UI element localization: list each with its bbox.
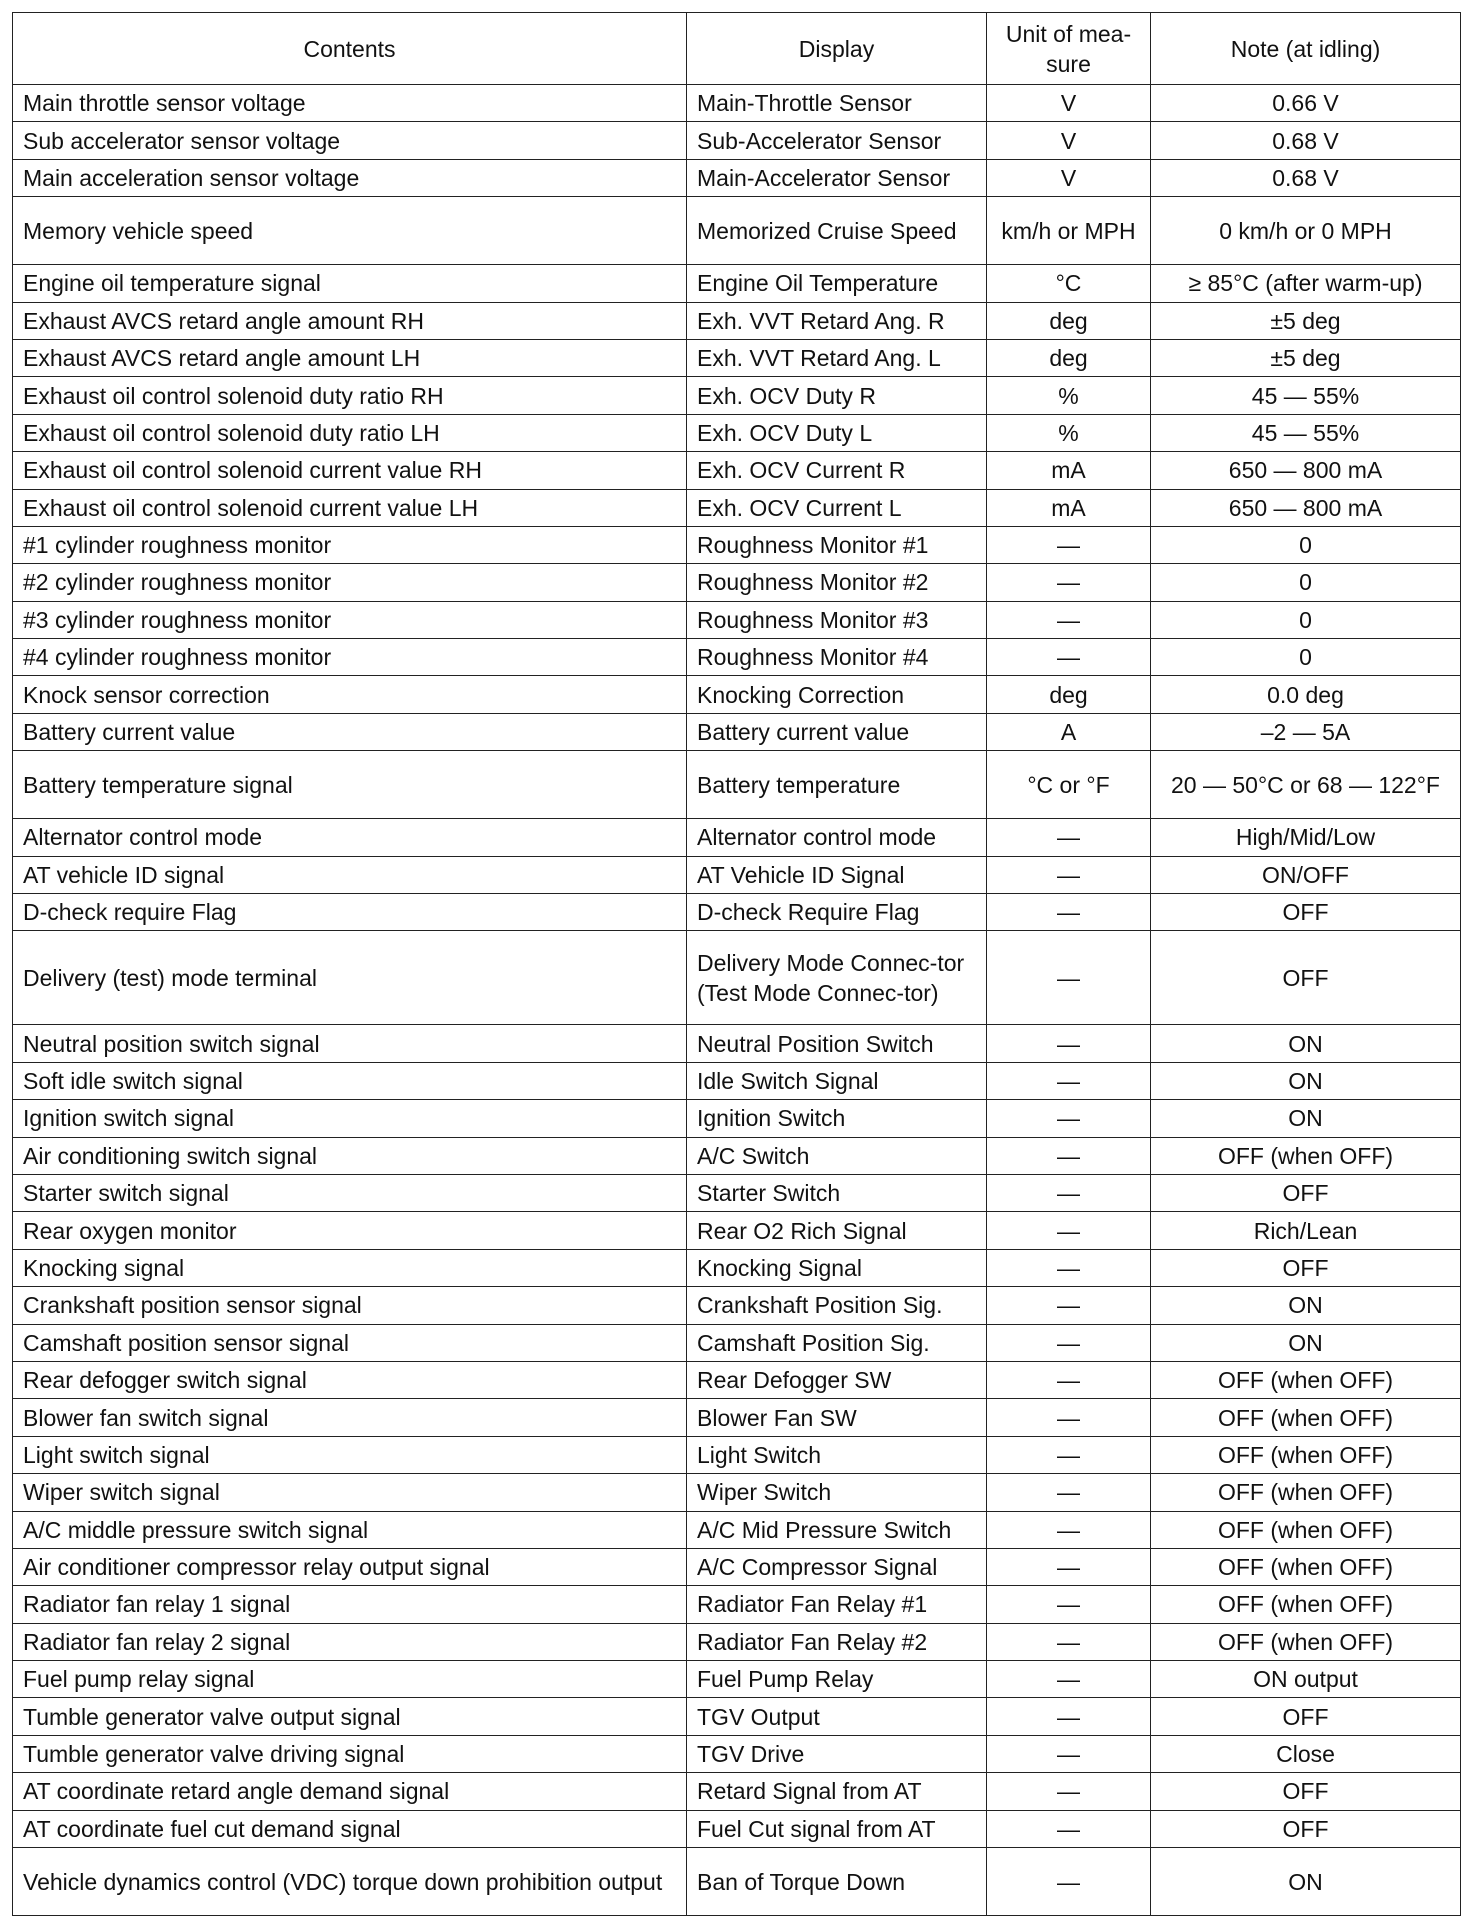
table-row [13,1137,1461,1174]
cell-unit: — [987,1212,1151,1249]
cell-contents: #1 cylinder roughness monitor [13,526,687,563]
cell-note: 45 — 55% [1151,414,1461,451]
table-row [13,85,1461,122]
cell-note: 0 [1151,564,1461,601]
cell-unit: — [987,1174,1151,1211]
table-row [13,1287,1461,1324]
cell-display: A/C Mid Pressure Switch [687,1511,987,1548]
cell-display: Rear Defogger SW [687,1361,987,1398]
cell-unit: deg [987,302,1151,339]
table-row [13,1436,1461,1473]
cell-display: Memorized Cruise Speed [687,197,987,265]
cell-display: Knocking Correction [687,676,987,713]
cell-display: Alternator control mode [687,819,987,856]
cell-contents: Crankshaft position sensor signal [13,1287,687,1324]
cell-unit: — [987,1848,1151,1916]
cell-contents: Vehicle dynamics control (VDC) torque down prohibition output [13,1848,687,1916]
cell-contents: A/C middle pressure switch signal [13,1511,687,1548]
table-row [13,159,1461,196]
cell-display: Radiator Fan Relay #1 [687,1586,987,1623]
document-page [12,12,1461,1916]
header-note: Note (at idling) [1151,13,1461,85]
cell-display: Retard Signal from AT [687,1773,987,1810]
table-row [13,751,1461,819]
cell-note: High/Mid/Low [1151,819,1461,856]
table-row [13,931,1461,1025]
cell-note: ON [1151,1848,1461,1916]
cell-contents: #3 cylinder roughness monitor [13,601,687,638]
cell-note: ON [1151,1324,1461,1361]
table-row [13,1174,1461,1211]
cell-contents: Exhaust AVCS retard angle amount LH [13,339,687,376]
cell-contents: Engine oil temperature signal [13,265,687,302]
table-row [13,1848,1461,1916]
cell-unit: V [987,122,1151,159]
cell-display: Crankshaft Position Sig. [687,1287,987,1324]
cell-display: Engine Oil Temperature [687,265,987,302]
table-row [13,1511,1461,1548]
cell-note: 650 — 800 mA [1151,489,1461,526]
cell-unit: °C [987,265,1151,302]
header-contents: Contents [13,13,687,85]
cell-unit: — [987,856,1151,893]
cell-contents: Knocking signal [13,1249,687,1286]
cell-contents: Neutral position switch signal [13,1025,687,1062]
table-row [13,1212,1461,1249]
cell-contents: Exhaust oil control solenoid duty ratio RH [13,377,687,414]
cell-contents: Fuel pump relay signal [13,1661,687,1698]
table-row [13,122,1461,159]
cell-contents: Main throttle sensor voltage [13,85,687,122]
cell-display: Sub-Accelerator Sensor [687,122,987,159]
cell-display: Starter Switch [687,1174,987,1211]
cell-unit: — [987,1436,1151,1473]
cell-note: 0 [1151,601,1461,638]
cell-contents: Wiper switch signal [13,1474,687,1511]
table-row [13,1810,1461,1847]
cell-display: Roughness Monitor #4 [687,639,987,676]
cell-note: ON/OFF [1151,856,1461,893]
table-row [13,856,1461,893]
cell-display: Exh. OCV Duty L [687,414,987,451]
cell-display: Battery temperature [687,751,987,819]
cell-note: OFF [1151,1773,1461,1810]
cell-display: Light Switch [687,1436,987,1473]
table-row [13,302,1461,339]
cell-unit: — [987,1399,1151,1436]
table-row [13,197,1461,265]
table-row [13,1773,1461,1810]
header-display: Display [687,13,987,85]
cell-note: 0 [1151,639,1461,676]
cell-note: OFF [1151,1698,1461,1735]
cell-unit: — [987,1137,1151,1174]
cell-contents: Exhaust oil control solenoid current value LH [13,489,687,526]
cell-display: Exh. OCV Current R [687,452,987,489]
cell-unit: — [987,1249,1151,1286]
cell-contents: Soft idle switch signal [13,1062,687,1099]
cell-note: 0 [1151,526,1461,563]
cell-display: Fuel Pump Relay [687,1661,987,1698]
cell-note: ON [1151,1100,1461,1137]
table-row [13,819,1461,856]
cell-contents: Exhaust oil control solenoid duty ratio LH [13,414,687,451]
table-row [13,639,1461,676]
table-row [13,1100,1461,1137]
cell-display: Ignition Switch [687,1100,987,1137]
cell-display: Fuel Cut signal from AT [687,1810,987,1847]
cell-contents: Radiator fan relay 1 signal [13,1586,687,1623]
table-row [13,894,1461,931]
table-row [13,339,1461,376]
cell-note: ±5 deg [1151,302,1461,339]
cell-note: ON output [1151,1661,1461,1698]
cell-note: ≥ 85°C (after warm-up) [1151,265,1461,302]
cell-note: OFF [1151,1174,1461,1211]
cell-unit: — [987,894,1151,931]
cell-display: Wiper Switch [687,1474,987,1511]
cell-display: Delivery Mode Connec-tor (Test Mode Connec-tor) [687,931,987,1025]
table-row [13,1661,1461,1698]
table-row [13,1735,1461,1772]
cell-unit: — [987,1735,1151,1772]
cell-note: OFF [1151,894,1461,931]
cell-unit: — [987,1511,1151,1548]
cell-unit: deg [987,676,1151,713]
table-row [13,1361,1461,1398]
cell-contents: AT coordinate fuel cut demand signal [13,1810,687,1847]
cell-contents: Light switch signal [13,1436,687,1473]
cell-contents: Battery current value [13,713,687,750]
cell-contents: Exhaust AVCS retard angle amount RH [13,302,687,339]
cell-display: Exh. VVT Retard Ang. L [687,339,987,376]
cell-note: OFF (when OFF) [1151,1623,1461,1660]
cell-display: TGV Output [687,1698,987,1735]
cell-unit: A [987,713,1151,750]
cell-unit: — [987,1474,1151,1511]
cell-note: 20 — 50°C or 68 — 122°F [1151,751,1461,819]
data-monitor-table [12,12,1461,1916]
cell-contents: D-check require Flag [13,894,687,931]
cell-display: D-check Require Flag [687,894,987,931]
cell-unit: — [987,601,1151,638]
cell-contents: Sub accelerator sensor voltage [13,122,687,159]
cell-note: OFF (when OFF) [1151,1474,1461,1511]
cell-display: Roughness Monitor #1 [687,526,987,563]
cell-contents: Memory vehicle speed [13,197,687,265]
cell-display: Roughness Monitor #3 [687,601,987,638]
cell-unit: — [987,1062,1151,1099]
cell-contents: AT coordinate retard angle demand signal [13,1773,687,1810]
cell-note: Rich/Lean [1151,1212,1461,1249]
cell-unit: — [987,931,1151,1025]
cell-display: Roughness Monitor #2 [687,564,987,601]
cell-display: Knocking Signal [687,1249,987,1286]
cell-display: Radiator Fan Relay #2 [687,1623,987,1660]
table-row [13,1698,1461,1735]
cell-note: ON [1151,1025,1461,1062]
cell-display: Main-Accelerator Sensor [687,159,987,196]
cell-display: Rear O2 Rich Signal [687,1212,987,1249]
cell-contents: Main acceleration sensor voltage [13,159,687,196]
cell-note: OFF (when OFF) [1151,1137,1461,1174]
cell-unit: — [987,1773,1151,1810]
cell-note: OFF (when OFF) [1151,1511,1461,1548]
cell-contents: Exhaust oil control solenoid current value RH [13,452,687,489]
cell-note: OFF (when OFF) [1151,1586,1461,1623]
cell-note: OFF (when OFF) [1151,1399,1461,1436]
cell-contents: AT vehicle ID signal [13,856,687,893]
cell-display: Neutral Position Switch [687,1025,987,1062]
table-row [13,1062,1461,1099]
cell-contents: Air conditioner compressor relay output signal [13,1548,687,1585]
table-row [13,1249,1461,1286]
cell-note: OFF [1151,1249,1461,1286]
cell-display: Main-Throttle Sensor [687,85,987,122]
cell-contents: Knock sensor correction [13,676,687,713]
cell-unit: km/h or MPH [987,197,1151,265]
table-row [13,564,1461,601]
cell-unit: — [987,819,1151,856]
cell-note: 0.68 V [1151,159,1461,196]
cell-unit: — [987,1324,1151,1361]
cell-display: AT Vehicle ID Signal [687,856,987,893]
cell-contents: Rear defogger switch signal [13,1361,687,1398]
cell-unit: — [987,1025,1151,1062]
cell-display: A/C Compressor Signal [687,1548,987,1585]
cell-contents: Air conditioning switch signal [13,1137,687,1174]
cell-unit: — [987,1586,1151,1623]
table-header-row [13,13,1461,85]
cell-unit: — [987,1810,1151,1847]
cell-contents: Battery temperature signal [13,751,687,819]
table-row [13,377,1461,414]
cell-contents: Rear oxygen monitor [13,1212,687,1249]
cell-unit: deg [987,339,1151,376]
cell-unit: — [987,564,1151,601]
cell-note: Close [1151,1735,1461,1772]
cell-note: –2 — 5A [1151,713,1461,750]
table-row [13,1324,1461,1361]
cell-note: OFF [1151,1810,1461,1847]
cell-note: OFF [1151,931,1461,1025]
cell-display: Ban of Torque Down [687,1848,987,1916]
cell-unit: mA [987,489,1151,526]
cell-unit: % [987,414,1151,451]
cell-display: TGV Drive [687,1735,987,1772]
cell-contents: Ignition switch signal [13,1100,687,1137]
cell-display: Battery current value [687,713,987,750]
table-body [13,85,1461,1916]
table-row [13,1586,1461,1623]
header-unit: Unit of mea-sure [987,13,1151,85]
table-row [13,1399,1461,1436]
table-row [13,265,1461,302]
cell-note: 0.66 V [1151,85,1461,122]
cell-display: Blower Fan SW [687,1399,987,1436]
table-row [13,452,1461,489]
cell-display: Idle Switch Signal [687,1062,987,1099]
cell-contents: #4 cylinder roughness monitor [13,639,687,676]
cell-contents: #2 cylinder roughness monitor [13,564,687,601]
cell-note: OFF (when OFF) [1151,1436,1461,1473]
cell-note: OFF (when OFF) [1151,1361,1461,1398]
cell-unit: — [987,639,1151,676]
cell-unit: — [987,526,1151,563]
table-row [13,1623,1461,1660]
cell-note: 45 — 55% [1151,377,1461,414]
table-row [13,676,1461,713]
cell-note: ON [1151,1287,1461,1324]
cell-unit: V [987,159,1151,196]
table-row [13,601,1461,638]
cell-note: OFF (when OFF) [1151,1548,1461,1585]
table-row [13,1548,1461,1585]
cell-note: 0.0 deg [1151,676,1461,713]
cell-display: Exh. OCV Current L [687,489,987,526]
cell-unit: — [987,1623,1151,1660]
cell-unit: — [987,1661,1151,1698]
cell-note: 650 — 800 mA [1151,452,1461,489]
cell-contents: Starter switch signal [13,1174,687,1211]
table-row [13,489,1461,526]
table-row [13,713,1461,750]
cell-unit: mA [987,452,1151,489]
cell-contents: Tumble generator valve output signal [13,1698,687,1735]
cell-unit: — [987,1100,1151,1137]
cell-contents: Tumble generator valve driving signal [13,1735,687,1772]
cell-note: 0 km/h or 0 MPH [1151,197,1461,265]
table-row [13,526,1461,563]
cell-unit: — [987,1287,1151,1324]
cell-note: ON [1151,1062,1461,1099]
cell-display: Camshaft Position Sig. [687,1324,987,1361]
cell-unit: % [987,377,1151,414]
cell-display: Exh. OCV Duty R [687,377,987,414]
cell-contents: Blower fan switch signal [13,1399,687,1436]
cell-display: Exh. VVT Retard Ang. R [687,302,987,339]
cell-contents: Camshaft position sensor signal [13,1324,687,1361]
cell-contents: Delivery (test) mode terminal [13,931,687,1025]
cell-display: A/C Switch [687,1137,987,1174]
cell-note: 0.68 V [1151,122,1461,159]
cell-unit: — [987,1361,1151,1398]
cell-unit: — [987,1548,1151,1585]
cell-note: ±5 deg [1151,339,1461,376]
table-row [13,1474,1461,1511]
cell-unit: V [987,85,1151,122]
cell-contents: Radiator fan relay 2 signal [13,1623,687,1660]
cell-unit: °C or °F [987,751,1151,819]
cell-unit: — [987,1698,1151,1735]
table-row [13,414,1461,451]
cell-contents: Alternator control mode [13,819,687,856]
table-row [13,1025,1461,1062]
